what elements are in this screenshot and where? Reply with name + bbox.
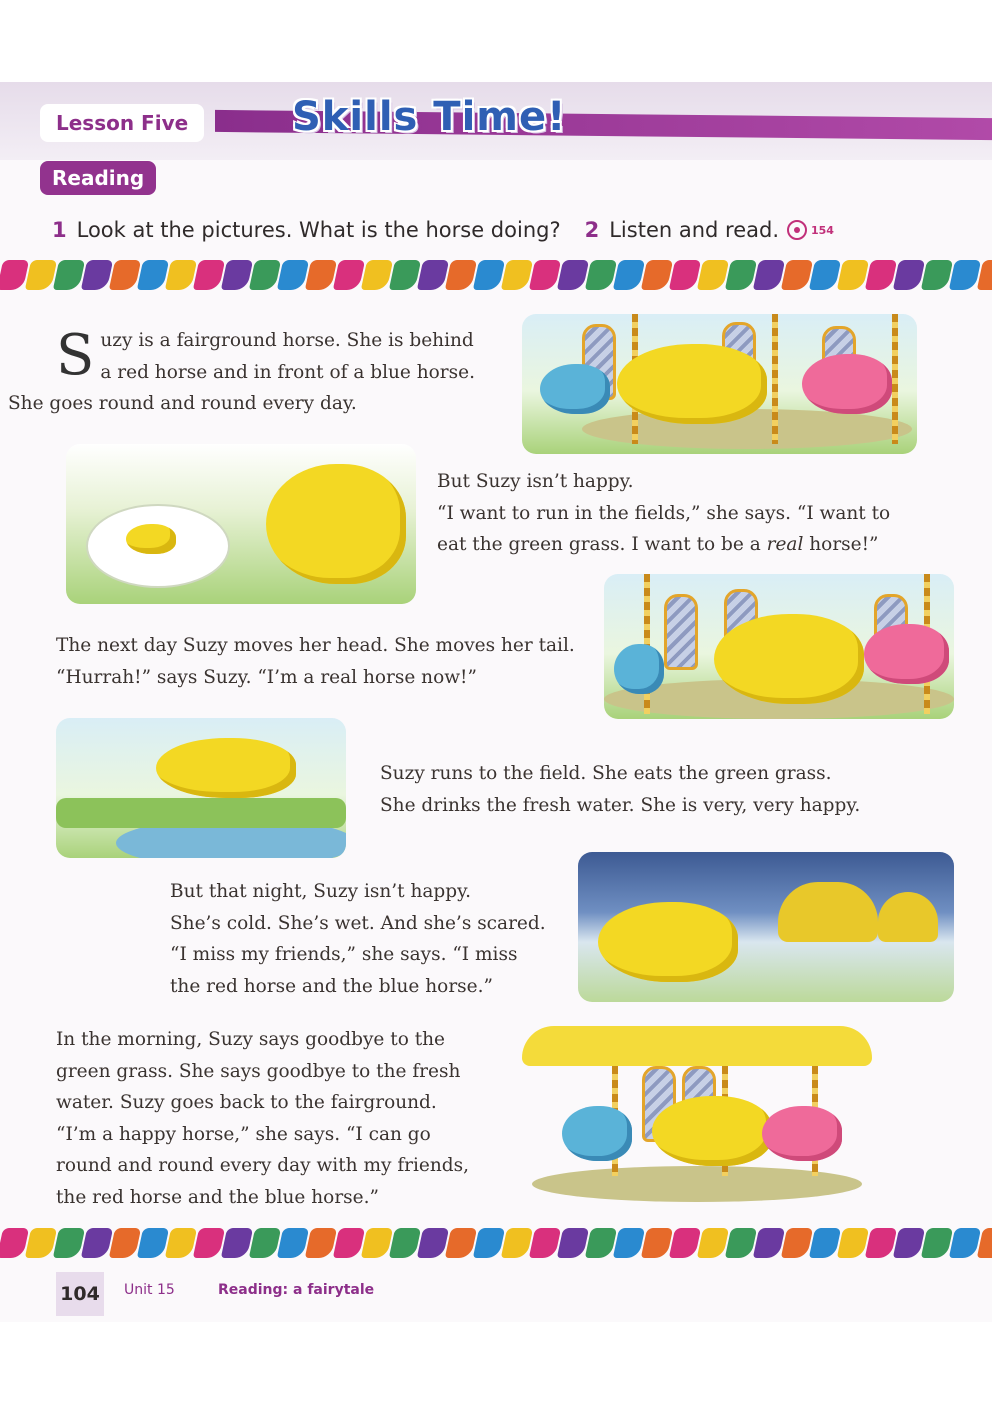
story-paragraph-6 <box>56 1024 469 1213</box>
story-line: green grass. She says goodbye to the fresh <box>56 1060 461 1082</box>
illustration-carousel-3 <box>522 1026 872 1206</box>
instruction-text-1: Look at the pictures. What is the horse doing? <box>76 218 561 242</box>
story-line: “I’m a happy horse,” she says. “I can go <box>56 1123 431 1145</box>
story-line: eat the green grass. I want to be a real horse!” <box>437 534 879 555</box>
story-line: uzy is a fairground horse. She is behind <box>100 330 474 351</box>
textbook-page <box>0 82 992 1322</box>
instruction-number-1: 1 <box>52 218 67 242</box>
instruction-number-2: 2 <box>584 218 600 242</box>
bunting-border-bottom <box>0 1228 992 1266</box>
story-line: She’s cold. She’s wet. And she’s scared. <box>170 912 546 934</box>
story-line: “I want to run in the fields,” she says. “I want to <box>437 502 891 524</box>
story-line: “I miss my friends,” she says. “I miss <box>170 944 518 965</box>
illustration-running-horse <box>56 718 346 858</box>
story-line: a red horse and in front of a blue horse. <box>100 361 475 383</box>
story-paragraph-5 <box>170 876 546 1002</box>
bunting-border-top <box>0 260 992 298</box>
story-line: “Hurrah!” says Suzy. “I’m a real horse now!” <box>56 666 477 688</box>
story-line: Suzy runs to the field. She eats the green grass. <box>380 763 832 784</box>
section-tag: Reading <box>40 161 156 195</box>
story-line: the red horse and the blue horse.” <box>170 975 493 997</box>
story-line: In the morning, Suzy says goodbye to the <box>56 1029 446 1050</box>
story-line: round and round every day with my friends, <box>56 1155 470 1176</box>
story-line: She drinks the fresh water. She is very, very happy. <box>380 794 861 816</box>
story-paragraph-1 <box>8 323 475 420</box>
illustration-dreaming-horse <box>66 444 416 604</box>
topic-label: Reading: a fairytale <box>218 1282 375 1298</box>
illustration-carousel-1 <box>522 314 917 454</box>
story-paragraph-3 <box>56 630 575 693</box>
instruction-text-2: Listen and read. <box>609 218 779 242</box>
drop-cap: S <box>56 323 95 388</box>
story-line: She goes round and round every day. <box>8 393 357 414</box>
story-line: The next day Suzy moves her head. She moves her tail. <box>56 635 575 656</box>
story-line: the red horse and the blue horse.” <box>56 1186 379 1208</box>
story-paragraph-2 <box>437 466 890 561</box>
page-number: 104 <box>56 1272 104 1316</box>
illustration-night-horse <box>578 852 954 1002</box>
audio-track-number: 154 <box>811 223 834 237</box>
audio-cd-icon[interactable] <box>787 220 807 240</box>
story-paragraph-4 <box>380 758 860 821</box>
page-title: Skills Time! <box>292 94 567 140</box>
story-line: But Suzy isn’t happy. <box>437 471 634 492</box>
story-line: But that night, Suzy isn’t happy. <box>170 881 471 902</box>
illustration-carousel-2 <box>604 574 954 719</box>
lesson-label: Lesson Five <box>40 104 204 142</box>
story-line: water. Suzy goes back to the fairground. <box>56 1092 437 1113</box>
instructions <box>52 218 834 242</box>
unit-label: Unit 15 <box>124 1282 175 1298</box>
